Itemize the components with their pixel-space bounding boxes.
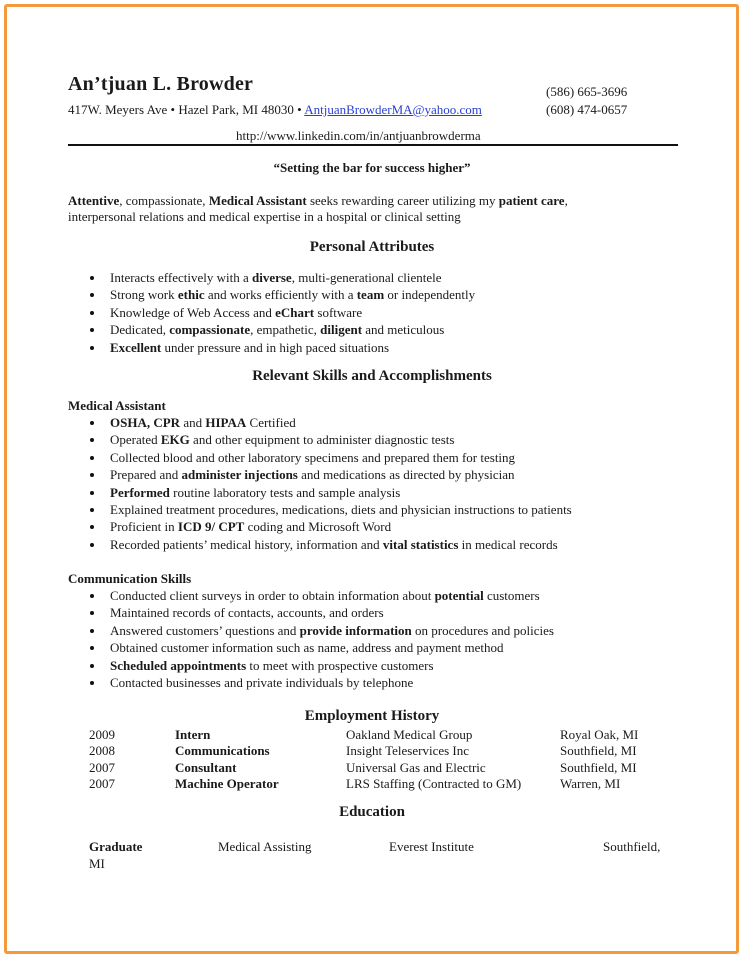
text-run: Maintained records of contacts, accounts, and orders xyxy=(110,605,384,621)
text-run: Interacts effectively with a xyxy=(110,270,252,285)
section-heading-education: Education xyxy=(339,804,405,820)
list-item xyxy=(90,431,572,448)
emphasized-text: compassionate xyxy=(169,322,251,338)
email-link[interactable]: AntjuanBrowderMA@yahoo.com xyxy=(304,102,482,117)
objective-statement xyxy=(68,193,628,225)
text-run: , multi-generational clientele xyxy=(291,270,442,285)
text-run: Knowledge of Web Access and xyxy=(110,304,276,320)
emphasized-text: Excellent xyxy=(110,339,162,355)
list-item xyxy=(90,269,475,286)
list-item xyxy=(90,286,475,303)
primary-phone: (586) 665-3696 xyxy=(546,84,628,99)
employment-location: Southfield, MI xyxy=(560,760,637,775)
text-run: or independently xyxy=(384,287,476,303)
emphasized-text: Scheduled appointments xyxy=(110,657,247,673)
list-item xyxy=(90,604,554,621)
communication-skills-list xyxy=(90,587,554,691)
list-item xyxy=(90,321,475,338)
text-run: software xyxy=(314,304,363,320)
employment-year: 2007 xyxy=(89,760,115,775)
text-run: in medical records xyxy=(458,536,558,552)
emphasized-text: vital statistics xyxy=(382,536,459,552)
education-program: Medical Assisting xyxy=(218,839,312,854)
list-item xyxy=(90,466,572,483)
emphasized-text: administer injections xyxy=(181,467,298,483)
text-run: Contacted businesses and private individuals by telephone xyxy=(110,675,414,691)
list-item xyxy=(90,587,554,604)
emphasized-text: Attentive xyxy=(68,193,120,208)
text-run: Collected blood and other laboratory specimens and prepared them for testing xyxy=(110,449,516,465)
emphasized-text: diligent xyxy=(320,322,363,338)
emphasized-text: team xyxy=(356,287,385,303)
linkedin-url[interactable]: http://www.linkedin.com/in/antjuanbrowderma xyxy=(236,128,481,143)
emphasized-text: ethic xyxy=(177,287,205,303)
employment-title: Machine Operator xyxy=(175,776,279,791)
candidate-name: An’tjuan L. Browder xyxy=(68,73,254,95)
emphasized-text: HIPAA xyxy=(205,415,247,430)
text-run: Strong work xyxy=(110,287,178,303)
text-run: Prepared and xyxy=(110,467,182,483)
employment-title: Intern xyxy=(175,727,211,742)
text-run: Answered customers’ questions and xyxy=(110,622,300,638)
list-item xyxy=(90,339,475,356)
employment-company: LRS Staffing (Contracted to GM) xyxy=(346,776,522,791)
subheading-communication-skills: Communication Skills xyxy=(68,571,192,586)
list-item xyxy=(90,518,572,535)
emphasized-text: diverse xyxy=(251,270,292,285)
text-run: , empathetic, xyxy=(250,322,321,338)
section-heading-personal-attributes: Personal Attributes xyxy=(309,239,435,255)
education-degree: Graduate xyxy=(89,839,143,854)
text-run: routine laboratory tests and sample analysis xyxy=(169,484,401,500)
section-heading-employment: Employment History xyxy=(304,708,440,724)
employment-title: Communications xyxy=(175,743,270,758)
employment-company: Universal Gas and Electric xyxy=(346,760,486,775)
text-run: Obtained customer information such as name, address and payment method xyxy=(110,640,504,656)
text-run: , interpersonal relations and medical expertise in a hospital or clinical setting xyxy=(68,193,568,224)
list-item xyxy=(90,501,572,518)
text-run: Recorded patients’ medical history, information and xyxy=(110,536,383,552)
list-item xyxy=(90,639,554,656)
emphasized-text: eChart xyxy=(275,304,315,320)
list-item xyxy=(90,304,475,321)
personal-attributes-list xyxy=(90,269,475,356)
emphasized-text: Medical Assistant xyxy=(208,193,307,208)
text-run: and meticulous xyxy=(362,322,445,338)
list-item xyxy=(90,449,572,466)
text-run: Dedicated, xyxy=(110,322,170,338)
text-run: on procedures and policies xyxy=(411,622,554,638)
text-run: customers xyxy=(483,588,540,603)
emphasized-text: OSHA, CPR xyxy=(110,415,181,430)
list-item xyxy=(90,622,554,639)
text-run: and medications as directed by physician xyxy=(297,467,515,483)
employment-company: Insight Teleservices Inc xyxy=(346,743,470,758)
employment-location: Southfield, MI xyxy=(560,743,637,758)
employment-year: 2009 xyxy=(89,727,115,742)
subheading-medical-assistant: Medical Assistant xyxy=(68,398,166,413)
list-item xyxy=(90,536,572,553)
text-run: and works efficiently with a xyxy=(204,287,357,303)
text-run: Explained treatment procedures, medications, diets and physician instructions to patients xyxy=(110,502,572,518)
text-run: and xyxy=(180,415,206,430)
tagline: “Setting the bar for success higher” xyxy=(273,160,471,175)
header-divider xyxy=(68,144,678,146)
medical-assistant-skills-list xyxy=(90,414,572,553)
emphasized-text: ICD 9/ CPT xyxy=(177,519,245,535)
text-run: , compassionate, xyxy=(119,193,209,208)
text-run: seeks rewarding career utilizing my xyxy=(306,193,499,208)
list-item xyxy=(90,484,572,501)
text-run: Conducted client surveys in order to obtain information about xyxy=(110,588,435,603)
emphasized-text: patient care xyxy=(498,193,565,208)
employment-year: 2007 xyxy=(89,776,115,791)
list-item xyxy=(90,414,572,431)
education-state: MI xyxy=(89,856,105,871)
text-run: Proficient in xyxy=(110,519,178,535)
text-run: coding and Microsoft Word xyxy=(244,519,392,535)
text-run: under pressure and in high paced situations xyxy=(161,339,390,355)
secondary-phone: (608) 474-0657 xyxy=(546,102,628,117)
education-school: Everest Institute xyxy=(389,839,474,854)
employment-location: Warren, MI xyxy=(560,776,621,791)
emphasized-text: provide information xyxy=(299,622,412,638)
address-line xyxy=(68,101,482,118)
employment-location: Royal Oak, MI xyxy=(560,727,639,742)
emphasized-text: Performed xyxy=(110,484,170,500)
text-run: and other equipment to administer diagnostic tests xyxy=(189,432,455,448)
street-address: 417W. Meyers Ave • Hazel Park, MI 48030 • xyxy=(68,102,302,117)
text-run: Operated xyxy=(110,432,161,448)
list-item xyxy=(90,657,554,674)
employment-title: Consultant xyxy=(175,760,237,775)
section-heading-skills: Relevant Skills and Accomplishments xyxy=(252,368,492,384)
education-city: Southfield, xyxy=(603,839,661,854)
text-run: to meet with prospective customers xyxy=(246,657,434,673)
text-run: Certified xyxy=(246,415,296,430)
emphasized-text: potential xyxy=(434,588,484,603)
emphasized-text: EKG xyxy=(160,432,190,448)
employment-company: Oakland Medical Group xyxy=(346,727,473,742)
list-item xyxy=(90,674,554,691)
employment-year: 2008 xyxy=(89,743,115,758)
